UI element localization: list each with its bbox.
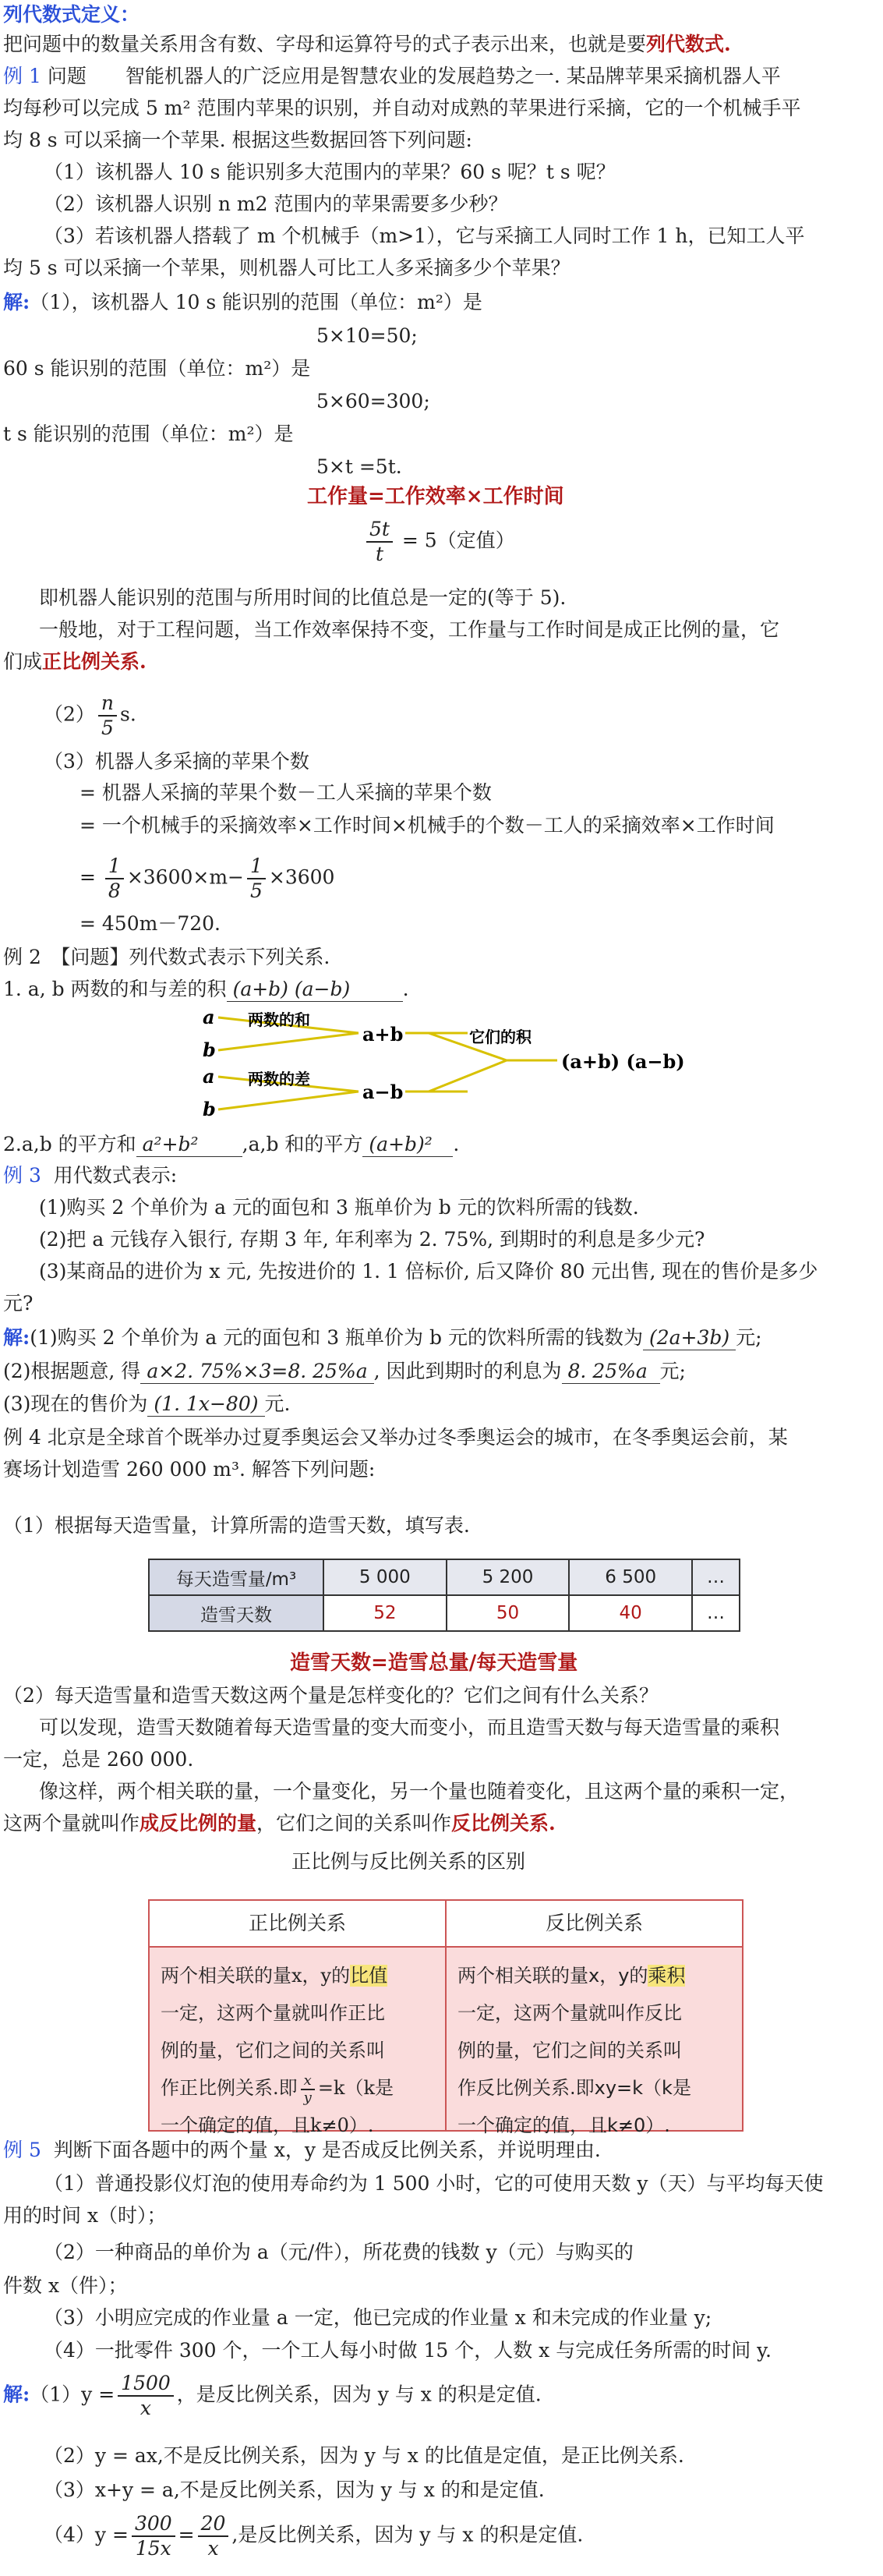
table-row	[149, 1559, 740, 1595]
diff-expr: a−b	[362, 1081, 404, 1103]
ex1-para-1: 即机器人能识别的范围与所用时间的比值总是一定的(等于 5).	[39, 586, 567, 609]
var-a-top: a	[203, 1006, 215, 1028]
var-b-bottom: b	[203, 1098, 216, 1120]
ex3-sol-2: (2)根据题意, 得 a×2. 75%×3=8. 25%a , 因此到期时的利息为 8. 25%a 元;	[3, 1360, 686, 1382]
table-cell: 5 200	[447, 1559, 570, 1595]
snow-table	[148, 1559, 740, 1632]
ex1-calc-3: 5×t =5t.	[316, 455, 402, 478]
ex3-item-2: (2)把 a 元钱存入银行, 存期 3 年, 年利率为 2. 75%, 到期时的利息是多少元?	[39, 1228, 705, 1251]
ex1-calc-2: 5×60=300;	[316, 390, 430, 412]
ex3-item-3: (3)某商品的进价为 x 元, 先按进价的 1. 1 倍标价, 后又降价 80 元出售, 现在的售价是多少	[39, 1260, 818, 1283]
ex1-calc-1: 5×10=50;	[316, 324, 418, 347]
compare-right-text: 两个相关联的量x，y的乘积 一定，这两个量就叫作反比 例的量，它们之间的关系叫 作反比例关系.即xy=k（k是 一个确定的值，且k≠0）.	[447, 1948, 742, 2130]
ex5-item-2b: 件数 x（件）；	[3, 2274, 128, 2297]
ex5-sol-3: （3）x+y = a,不是反比例关系，因为 y 与 x 的和是定值.	[44, 2479, 545, 2501]
sum-label: 两数的和	[248, 1010, 310, 1029]
ex1-problem-line-2: 均每秒可以完成 5 m² 范围内苹果的识别，并自动对成熟的苹果进行采摘，它的一个机械手平	[3, 97, 801, 119]
ex3-item-3b: 元?	[3, 1292, 34, 1315]
compare-left-head: 正比例关系	[150, 1901, 447, 1948]
ex1-part3-result: = 450m－720.	[79, 912, 221, 935]
product-result: (a+b) (a−b)	[561, 1050, 685, 1073]
arrow-line	[218, 1033, 358, 1050]
table-row	[149, 1595, 740, 1631]
definition-line: 把问题中的数量关系用含有数、字母和运算符号的式子表示出来，也就是要列代数式.	[3, 33, 731, 55]
ex3-sol-1: 解:(1)购买 2 个单价为 a 元的面包和 3 瓶单价为 b 元的饮料所需的钱数为 (2a+3b) 元;	[3, 1326, 762, 1349]
product-label: 它们的积	[469, 1028, 532, 1046]
table-cell: 每天造雪量/m³	[149, 1559, 323, 1595]
ex1-question-2: （2）该机器人识别 n m2 范围内的苹果需要多少秒？	[44, 193, 508, 215]
ex1-part2: （2） $\frac{n}{5}$ s.	[44, 692, 136, 739]
ex4-q2: （2）每天造雪量和造雪天数这两个量是怎样变化的？它们之间有什么关系？	[3, 1684, 659, 1707]
ex3-item-1: (1)购买 2 个单价为 a 元的面包和 3 瓶单价为 b 元的饮料所需的钱数.	[39, 1196, 639, 1219]
table-cell: 5 000	[323, 1559, 447, 1595]
ex4-para-3: 像这样，两个相关联的量，一个量变化，另一个量也随着变化，且这两个量的乘积一定，	[39, 1780, 800, 1803]
compare-box	[148, 1899, 743, 2136]
work-formula: 工作量=工作效率×工作时间	[307, 485, 564, 508]
ex1-solution-line-1: 解:（1），该机器人 10 s 能识别的范围（单位：m²）是	[3, 291, 482, 313]
ex1-part3-line-3: = $\frac{1}{8}$ ×3600×m− $\frac{1}{5}$ ×3600	[79, 855, 335, 902]
ex5-sol-2: （2）y = ax,不是反比例关系，因为 y 与 x 的比值是定值，是正比例关系.	[44, 2444, 684, 2467]
table-cell: 6 500	[569, 1559, 692, 1595]
ex3-sol-3: (3)现在的售价为 (1. 1x−80) 元.	[3, 1392, 291, 1415]
compare-right-head: 反比例关系	[447, 1901, 742, 1948]
ex1-solution-line-2: 60 s 能识别的范围（单位：m²）是	[3, 357, 311, 380]
ex1-problem-line-1: 例 1 问题 智能机器人的广泛应用是智慧农业的发展趋势之一. 某品牌苹果采摘机器人平	[3, 65, 781, 87]
var-b-top: b	[203, 1039, 216, 1061]
ex5-item-1: （1）普通投影仪灯泡的使用寿命约为 1 500 小时，它的可使用天数 y（天）与平均每天使	[44, 2172, 824, 2195]
table-cell: 52	[323, 1595, 447, 1631]
ex3-head: 例 3 用代数式表示:	[3, 1164, 178, 1187]
ex1-part3-line-1: = 机器人采摘的苹果个数－工人采摘的苹果个数	[79, 781, 492, 804]
ex1-para-2: 一般地，对于工程问题，当工作效率保持不变，工作量与工作时间是成正比例的量，它	[39, 618, 780, 641]
ratio-fraction: $\frac{5t}{t}$ = 5（定值）	[363, 518, 515, 566]
sum-expr: a+b	[362, 1023, 404, 1046]
ex1-question-3: （3）若该机器人搭载了 m 个机械手（m>1），它与采摘工人同时工作 1 h，已知工人平	[44, 225, 805, 247]
compare-title: 正比例与反比例关系的区别	[291, 1850, 526, 1873]
ex1-problem-line-3: 均 8 s 可以采摘一个苹果. 根据这些数据回答下列问题:	[3, 129, 472, 151]
ex1-solution-line-3: t s 能识别的范围（单位：m²）是	[3, 423, 294, 445]
ex4-para-1: 可以发现，造雪天数随着每天造雪量的变大而变小，而且造雪天数与每天造雪量的乘积	[39, 1716, 780, 1739]
ex1-part3-line-2: = 一个机械手的采摘效率×工作时间×机械手的个数－工人的采摘效率×工作时间	[79, 814, 775, 837]
ex5-sol-1: 解:（1）y = $\frac{1500}{x}$ ，是反比例关系，因为 y 与 x 的积是定值.	[3, 2372, 542, 2419]
ex5-item-1b: 用的时间 x（时）；	[3, 2204, 167, 2227]
ex5-sol-4: （4）y = $\frac{300}{15x}$ = $\frac{20}{x}$ ,是反比例关系，因为 y 与 x 的积是定值.	[44, 2512, 584, 2560]
table-cell: …	[692, 1595, 740, 1631]
section-heading: 列代数式定义：	[3, 3, 140, 26]
ex2-q2: 2.a,b 的平方和 a²+b² ,a,b 和的平方 (a+b)² .	[3, 1133, 460, 1155]
ex4-para-4: 这两个量就叫作成反比例的量，它们之间的关系叫作反比例关系.	[3, 1812, 556, 1835]
ex5-head: 例 5 判断下面各题中的两个量 x，y 是否成反比例关系，并说明理由.	[3, 2139, 601, 2161]
ex5-item-4: （4）一批零件 300 个，一个工人每小时做 15 个，人数 x 与完成任务所需的时间 y.	[44, 2339, 772, 2362]
arrow-line	[429, 1060, 507, 1092]
ex4-para-2: 一定，总是 260 000.	[3, 1748, 194, 1771]
ex4-problem-2: 赛场计划造雪 260 000 m³. 解答下列问题:	[3, 1458, 376, 1481]
ex1-question-1: （1）该机器人 10 s 能识别多大范围内的苹果？60 s 呢？t s 呢？	[44, 161, 616, 183]
table-cell: 40	[569, 1595, 692, 1631]
table-cell: …	[692, 1559, 740, 1595]
snow-formula: 造雪天数=造雪总量/每天造雪量	[290, 1651, 578, 1675]
ex5-item-2: （2）一种商品的单价为 a（元/件），所花费的钱数 y（元）与购买的	[44, 2241, 634, 2263]
ex4-problem-1: 例 4 北京是全球首个既举办过夏季奥运会又举办过冬季奥运会的城市，在冬季奥运会前，某	[3, 1426, 788, 1449]
compare-left-text: 两个相关联的量x，y的比值 一定，这两个量就叫作正比 例的量，它们之间的关系叫 作正比例关系.即 $\frac{x}{y}$ =k（k是 一个确定的值，且k≠0）.	[150, 1948, 447, 2130]
arrow-line	[218, 1092, 358, 1109]
ex1-part3-head: （3）机器人多采摘的苹果个数	[44, 750, 309, 773]
table-cell: 50	[447, 1595, 570, 1631]
ex1-para-3: 们成正比例关系.	[3, 650, 147, 673]
ex2-head: 例 2 【问题】列代数式表示下列关系.	[3, 946, 330, 968]
var-a-bottom: a	[203, 1065, 215, 1088]
ex5-item-3: （3）小明应完成的作业量 a 一定，他已完成的作业量 x 和未完成的作业量 y;	[44, 2306, 712, 2329]
ex2-q1: 1. a, b 两数的和与差的积 (a+b) (a−b) .	[3, 978, 409, 1000]
sum-diff-diagram	[195, 1002, 694, 1127]
diff-label: 两数的差	[248, 1070, 310, 1088]
ex1-question-3b: 均 5 s 可以采摘一个苹果，则机器人可比工人多采摘多少个苹果？	[3, 257, 570, 279]
ex4-q1: （1）根据每天造雪量，计算所需的造雪天数，填写表.	[3, 1514, 470, 1537]
table-cell: 造雪天数	[149, 1595, 323, 1631]
